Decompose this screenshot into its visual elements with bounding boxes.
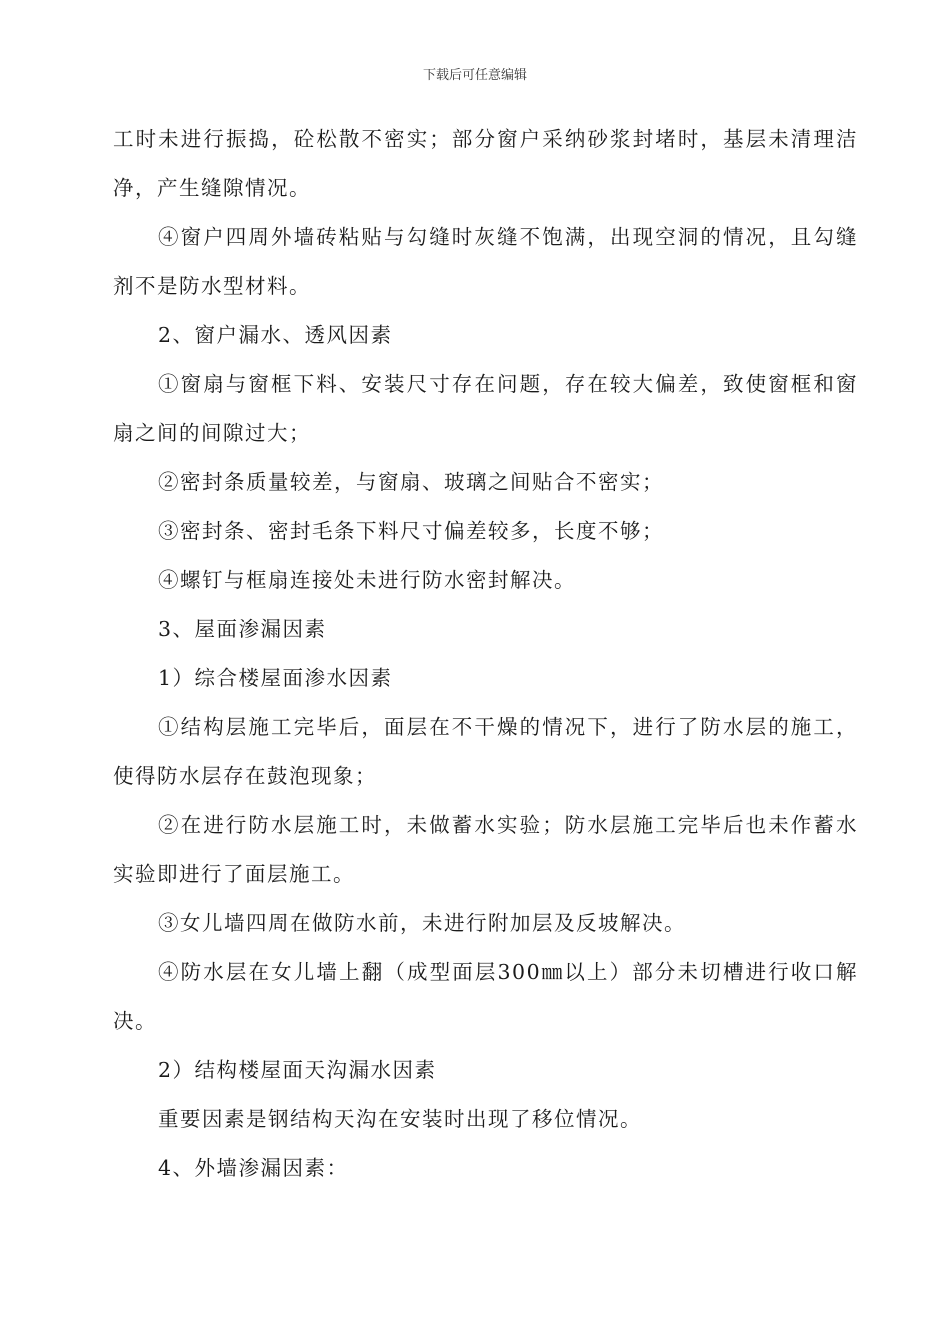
document-body (113, 115, 858, 1193)
paragraph: ①结构层施工完毕后，面层在不干燥的情况下，进行了防水层的施工，使得防水层存在鼓泡现象； (113, 715, 858, 788)
paragraph: ④螺钉与框扇连接处未进行防水密封解决。 (158, 568, 576, 592)
subsection-heading: 1）综合楼屋面渗水因素 (158, 666, 393, 690)
section-heading: 4、外墙渗漏因素： (158, 1156, 349, 1180)
paragraph: 重要因素是钢结构天沟在安装时出现了移位情况。 (158, 1107, 642, 1131)
subsection-heading: 2）结构楼屋面天沟漏水因素 (158, 1058, 437, 1082)
paragraph: ④防水层在女儿墙上翻（成型面层300㎜以上）部分未切槽进行收口解决。 (113, 960, 858, 1033)
page-header: 下载后可任意编辑 (422, 68, 527, 83)
section-heading: 2、窗户漏水、透风因素 (158, 323, 393, 347)
paragraph: ②密封条质量较差，与窗扇、玻璃之间贴合不密实； (158, 470, 664, 494)
paragraph: 工时未进行振捣，砼松散不密实；部分窗户采纳砂浆封堵时，基层未清理洁净，产生缝隙情况。 (113, 127, 858, 200)
paragraph: ③女儿墙四周在做防水前，未进行附加层及反坡解决。 (158, 911, 686, 935)
section-heading: 3、屋面渗漏因素 (158, 617, 327, 641)
paragraph: ④窗户四周外墙砖粘贴与勾缝时灰缝不饱满，出现空洞的情况，且勾缝剂不是防水型材料。 (113, 225, 858, 298)
paragraph: ③密封条、密封毛条下料尺寸偏差较多，长度不够； (158, 519, 664, 543)
paragraph: ②在进行防水层施工时，未做蓄水实验；防水层施工完毕后也未作蓄水实验即进行了面层施工。 (113, 813, 858, 886)
paragraph: ①窗扇与窗框下料、安装尺寸存在问题，存在较大偏差，致使窗框和窗扇之间的间隙过大； (113, 372, 858, 445)
